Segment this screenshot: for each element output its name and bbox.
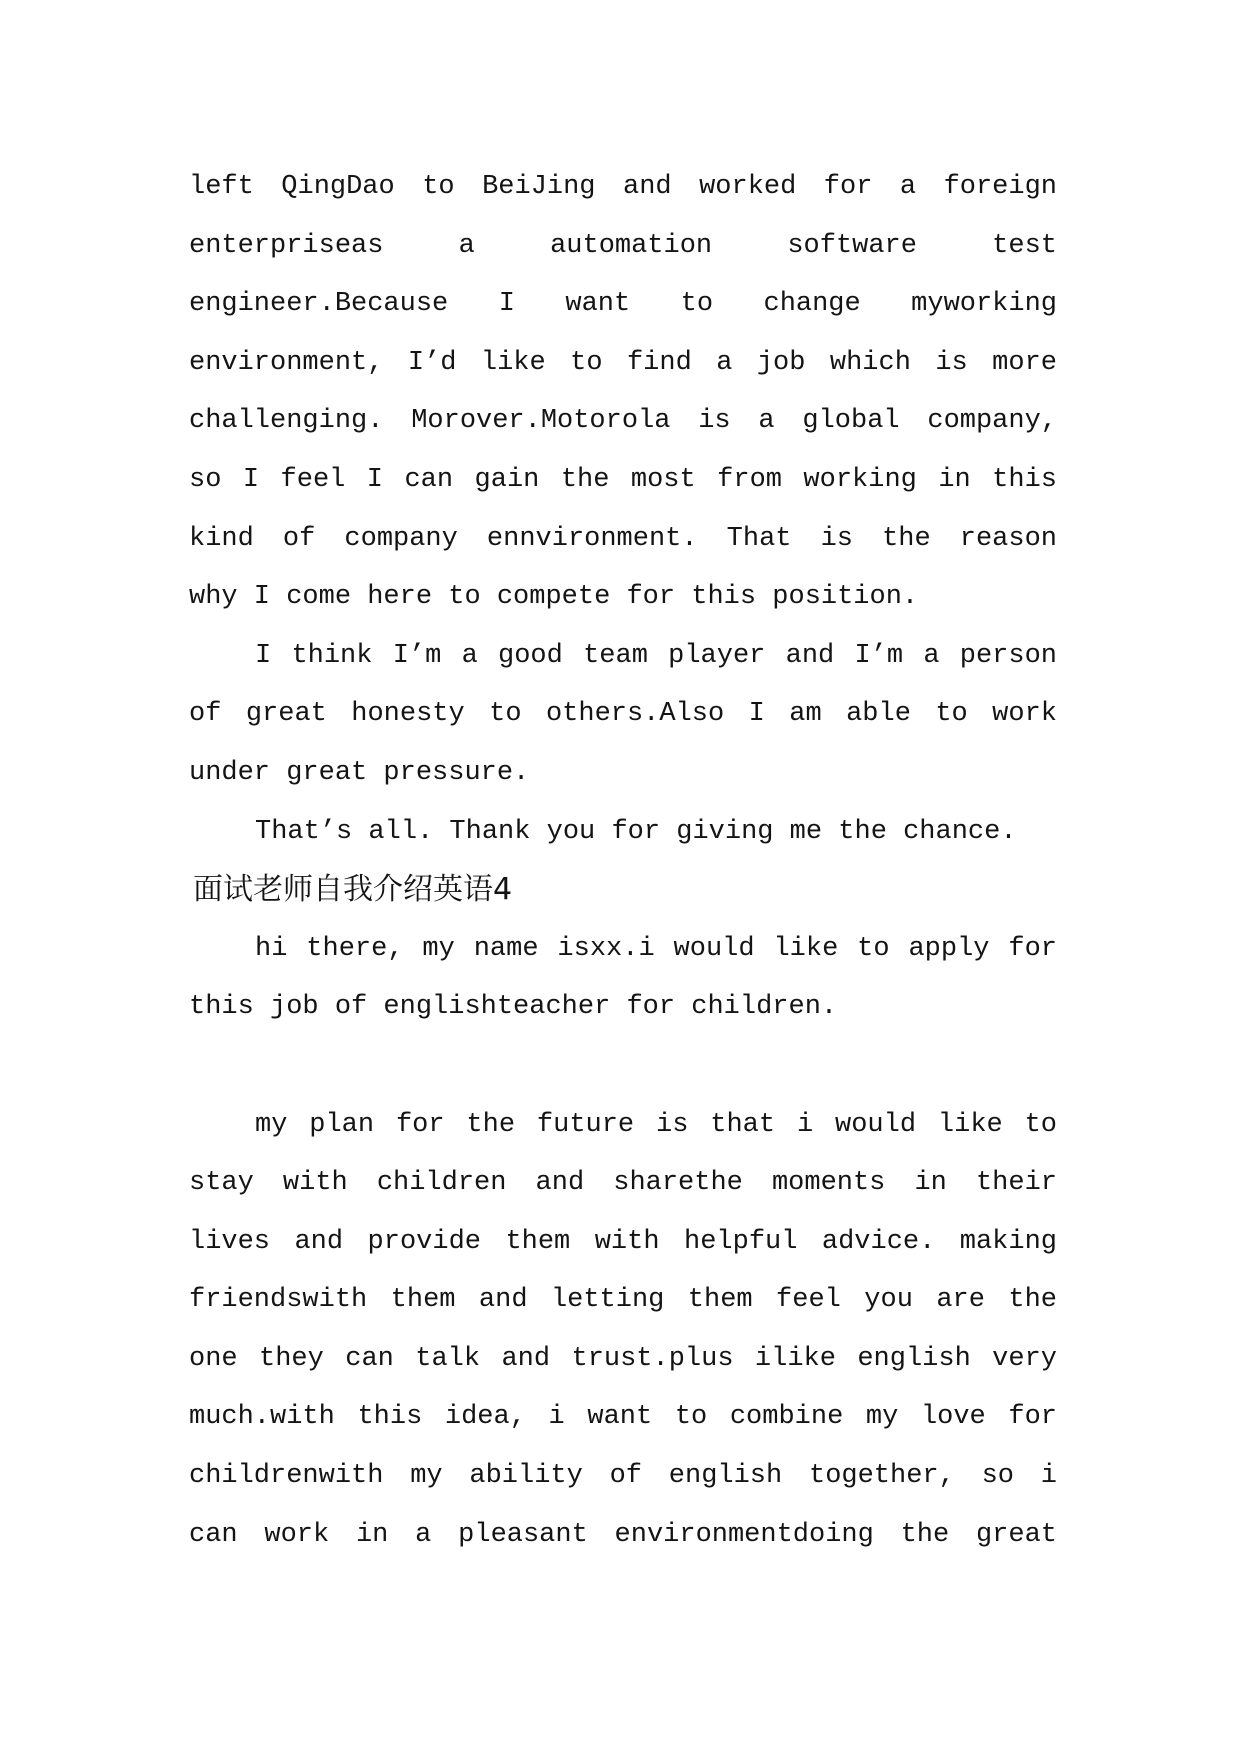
text-line: so I feel I can gain the most from working in this: [189, 464, 1057, 495]
section-heading: 面试老师自我介绍英语4: [193, 872, 513, 908]
paragraph: [189, 1096, 1057, 1565]
blank-line: [189, 1037, 1057, 1096]
text-line: lives and provide them with helpful advice. making: [189, 1226, 1057, 1257]
text-line: childrenwith my ability of english together, so i: [189, 1461, 1057, 1492]
paragraph: [189, 803, 1057, 862]
text-line: can work in a pleasant environmentdoing the great: [189, 1519, 1057, 1550]
text-line: That’s all. Thank you for giving me the chance.: [255, 816, 1017, 847]
text-line: environment, I’d like to find a job which is more: [189, 347, 1057, 378]
text-line: engineer.Because I want to change myworking: [189, 289, 1057, 320]
text-line: kind of company ennvironment. That is the reason: [189, 523, 1057, 554]
text-line: of great honesty to others.Also I am able to work: [189, 699, 1057, 730]
paragraph: [189, 627, 1057, 803]
text-line: under great pressure.: [189, 757, 530, 788]
text-line: much.with this idea, i want to combine my love for: [189, 1402, 1057, 1433]
text-line: enterpriseas a automation software test: [189, 230, 1057, 261]
document-body: [189, 158, 1057, 1564]
text-line: stay with children and sharethe moments in their: [189, 1168, 1057, 1199]
text-line: one they can talk and trust.plus ilike english very: [189, 1343, 1057, 1374]
text-line: hi there, my name isxx.i would like to apply for: [255, 933, 1057, 964]
paragraph: [189, 158, 1057, 627]
text-line: why I come here to compete for this position.: [189, 582, 919, 613]
text-line: challenging. Morover.Motorola is a global company,: [189, 406, 1057, 437]
text-line: left QingDao to BeiJing and worked for a foreign: [189, 172, 1057, 202]
text-line: I think I’m a good team player and I’m a person: [255, 640, 1057, 671]
paragraph: [189, 920, 1057, 1037]
text-line: my plan for the future is that i would like to: [255, 1109, 1057, 1140]
text-line: this job of englishteacher for children.: [189, 992, 838, 1023]
text-line: friendswith them and letting them feel you are the: [189, 1285, 1057, 1316]
